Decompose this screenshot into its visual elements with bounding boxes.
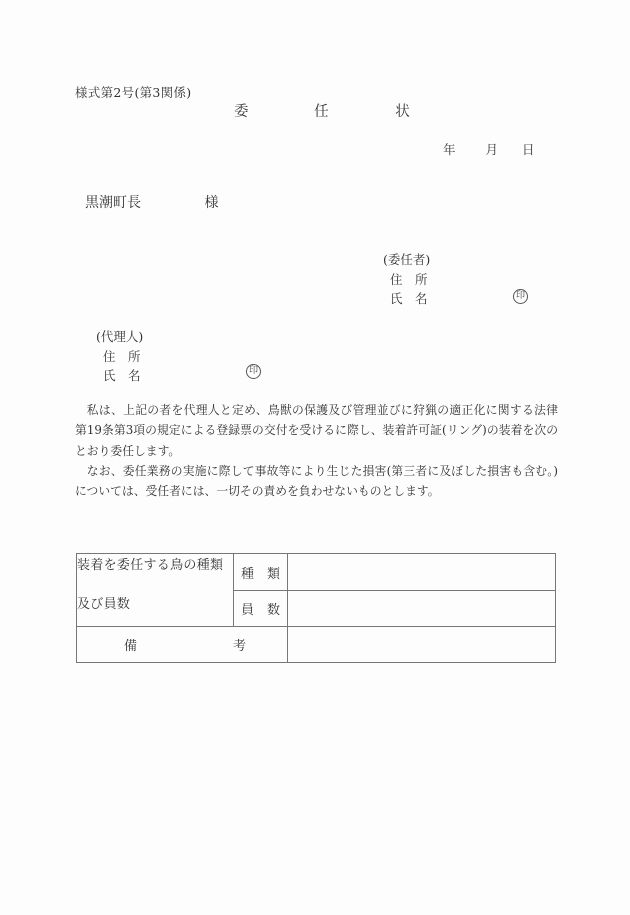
body-text (75, 400, 558, 501)
remarks-label-cell (77, 627, 288, 663)
addressee-name: 黒潮町長 (85, 195, 141, 211)
delegator-block (383, 250, 430, 309)
addressee-line (85, 192, 218, 212)
delegator-label: (委任者) (383, 252, 431, 267)
table-row-kind (77, 554, 556, 591)
agent-name-label: 氏 名 (103, 368, 141, 383)
date-day-label: 日 (522, 142, 535, 157)
date-month-label: 月 (485, 142, 499, 157)
agent-seal-icon (246, 364, 261, 379)
form-number-label: 様式第2号(第3関係) (75, 85, 192, 100)
delegator-name-label: 氏 名 (390, 291, 428, 306)
seal-character: 印 (248, 366, 258, 376)
count-value-cell (288, 591, 556, 627)
date-line (443, 140, 535, 158)
kind-value-cell (288, 554, 556, 591)
remarks-label-char-1: 備 (124, 639, 138, 654)
group-label-line1: 装着を委任する鳥の種類 (77, 558, 224, 573)
date-year-label: 年 (443, 142, 456, 157)
document-title (234, 100, 410, 121)
remarks-label-char-2: 考 (232, 639, 246, 654)
body-paragraph-1: 私は、上記の者を代理人と定め、鳥獣の保護及び管理並びに狩猟の適正化に関する法律第19条第3項の規定による登録票の交付を受けるに際し、装着許可証(リング)の装着を次のとおり委任します。 (75, 403, 558, 458)
seal-character: 印 (515, 291, 525, 301)
agent-block (96, 327, 143, 386)
title-char-2: 任 (314, 104, 329, 120)
delegation-table (76, 553, 556, 663)
agent-label: (代理人) (96, 329, 144, 344)
body-paragraph-2: なお、委任業務の実施に際して事故等により生じた損害(第三者に及ぼした損害も含む。)については、受任者には、一切その責めを負わせないものとします。 (75, 463, 558, 499)
addressee-honorific: 様 (204, 195, 219, 211)
count-label-cell: 員 数 (234, 591, 288, 627)
table-group-label-cell (77, 554, 234, 627)
table-row-remarks (77, 627, 556, 663)
agent-address-label: 住 所 (103, 348, 141, 364)
group-label-line2: 及び員数 (77, 597, 131, 612)
delegator-address-label: 住 所 (390, 271, 428, 287)
title-char-1: 委 (234, 104, 249, 120)
title-char-3: 状 (395, 104, 410, 120)
kind-label-cell: 種 類 (234, 554, 288, 591)
delegator-seal-icon (513, 289, 528, 304)
remarks-value-cell (288, 627, 556, 663)
